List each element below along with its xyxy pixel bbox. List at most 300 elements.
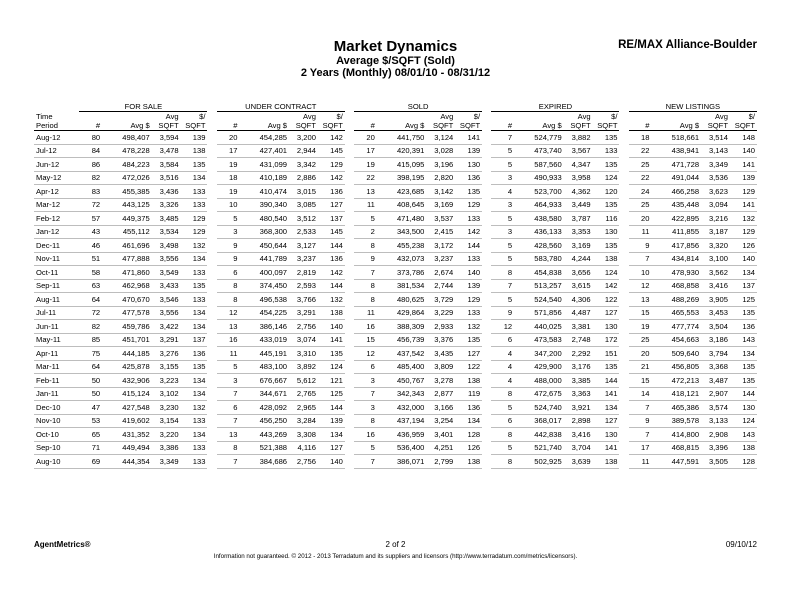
avg-price-cell: 676,667 xyxy=(239,374,289,388)
avg-price-cell: 490,933 xyxy=(514,171,564,185)
avg-sqft-cell: 3,594 xyxy=(152,131,181,145)
price-per-sqft-cell: 125 xyxy=(318,387,345,401)
avg-sqft-cell: 3,368 xyxy=(701,360,730,374)
price-per-sqft-cell: 140 xyxy=(730,144,757,158)
count-cell: 2 xyxy=(354,225,377,239)
price-per-sqft-cell: 130 xyxy=(593,320,620,334)
price-per-sqft-cell: 132 xyxy=(318,293,345,307)
count-cell: 7 xyxy=(354,266,377,280)
avg-sqft-cell: 2,933 xyxy=(426,320,455,334)
column-header-avg-sqft: SQFT xyxy=(701,121,730,131)
avg-price-cell: 488,000 xyxy=(514,374,564,388)
price-per-sqft-cell: 148 xyxy=(730,131,757,145)
avg-price-cell: 571,856 xyxy=(514,306,564,320)
count-cell: 8 xyxy=(491,387,514,401)
price-per-sqft-cell: 138 xyxy=(455,455,482,469)
group-expired: EXPIRED xyxy=(491,101,619,112)
avg-sqft-cell: 3,385 xyxy=(564,374,593,388)
price-per-sqft-cell: 126 xyxy=(730,239,757,253)
price-per-sqft-cell: 128 xyxy=(455,428,482,442)
price-per-sqft-cell: 134 xyxy=(181,374,208,388)
price-per-sqft-cell: 135 xyxy=(318,347,345,361)
price-per-sqft-cell: 136 xyxy=(181,347,208,361)
avg-sqft-cell: 3,882 xyxy=(564,131,593,145)
avg-sqft-cell: 3,623 xyxy=(701,185,730,199)
price-per-sqft-cell: 141 xyxy=(593,387,620,401)
column-header-price-per-sqft: SQFT xyxy=(318,121,345,131)
count-cell: 22 xyxy=(629,144,652,158)
price-per-sqft-cell: 130 xyxy=(730,401,757,415)
avg-sqft-cell: 3,574 xyxy=(701,401,730,415)
avg-sqft-cell: 3,766 xyxy=(289,293,318,307)
price-per-sqft-cell: 135 xyxy=(730,306,757,320)
count-cell: 24 xyxy=(629,185,652,199)
group-new-listings: NEW LISTINGS xyxy=(629,101,757,112)
avg-sqft-cell: 2,908 xyxy=(701,428,730,442)
price-per-sqft-cell: 141 xyxy=(593,441,620,455)
avg-sqft-cell: 3,416 xyxy=(701,279,730,293)
avg-sqft-cell: 4,487 xyxy=(564,306,593,320)
price-per-sqft-cell: 135 xyxy=(593,360,620,374)
count-cell: 5 xyxy=(491,212,514,226)
avg-sqft-cell: 5,612 xyxy=(289,374,318,388)
count-cell: 57 xyxy=(79,212,102,226)
price-per-sqft-cell: 143 xyxy=(730,333,757,347)
avg-price-cell: 456,250 xyxy=(239,414,289,428)
avg-price-cell: 471,860 xyxy=(102,266,152,280)
avg-sqft-cell: 3,363 xyxy=(564,387,593,401)
price-per-sqft-cell: 142 xyxy=(318,171,345,185)
price-per-sqft-cell: 138 xyxy=(318,306,345,320)
avg-sqft-cell: 2,765 xyxy=(289,387,318,401)
price-per-sqft-cell: 139 xyxy=(318,414,345,428)
avg-price-cell: 449,375 xyxy=(102,212,152,226)
avg-sqft-cell: 3,349 xyxy=(152,455,181,469)
avg-sqft-cell: 3,310 xyxy=(289,347,318,361)
column-header-blank xyxy=(629,112,652,122)
price-per-sqft-cell: 140 xyxy=(318,320,345,334)
column-header-avg-price: Avg $ xyxy=(102,121,152,131)
avg-price-cell: 485,400 xyxy=(377,360,427,374)
avg-price-cell: 524,740 xyxy=(514,401,564,415)
count-cell: 58 xyxy=(79,266,102,280)
avg-price-cell: 480,540 xyxy=(239,212,289,226)
period-cell: May-12 xyxy=(34,171,79,185)
disclaimer: Information not guaranteed. © 2012 - 2013 Terradatum and its suppliers and licensors (http://www.terradatum.com/metrics/licensors). xyxy=(213,553,578,560)
table-row xyxy=(34,212,757,226)
avg-price-cell: 386,071 xyxy=(377,455,427,469)
avg-price-cell: 477,578 xyxy=(102,306,152,320)
avg-sqft-cell: 2,744 xyxy=(426,279,455,293)
avg-sqft-cell: 3,187 xyxy=(701,225,730,239)
avg-price-cell: 449,494 xyxy=(102,441,152,455)
price-per-sqft-cell: 151 xyxy=(593,347,620,361)
price-per-sqft-cell: 137 xyxy=(318,212,345,226)
avg-sqft-cell: 3,498 xyxy=(152,239,181,253)
avg-sqft-cell: 3,176 xyxy=(564,360,593,374)
period-cell: Sep-10 xyxy=(34,441,79,455)
avg-price-cell: 436,959 xyxy=(377,428,427,442)
table-row xyxy=(34,455,757,469)
count-cell: 7 xyxy=(354,387,377,401)
market-dynamics-table xyxy=(34,101,757,469)
price-per-sqft-cell: 139 xyxy=(455,279,482,293)
avg-sqft-cell: 2,944 xyxy=(289,144,318,158)
group-for-sale: FOR SALE xyxy=(79,101,207,112)
price-per-sqft-cell: 139 xyxy=(455,144,482,158)
count-cell: 18 xyxy=(217,171,240,185)
count-cell: 22 xyxy=(354,171,377,185)
avg-price-cell: 432,000 xyxy=(377,401,427,415)
price-per-sqft-cell: 142 xyxy=(318,131,345,145)
avg-sqft-cell: 3,216 xyxy=(701,212,730,226)
period-cell: May-11 xyxy=(34,333,79,347)
avg-price-cell: 461,696 xyxy=(102,239,152,253)
avg-price-cell: 451,701 xyxy=(102,333,152,347)
price-per-sqft-cell: 135 xyxy=(593,198,620,212)
price-per-sqft-cell: 136 xyxy=(318,185,345,199)
count-cell: 5 xyxy=(217,212,240,226)
avg-sqft-cell: 3,229 xyxy=(426,306,455,320)
count-cell: 12 xyxy=(629,279,652,293)
avg-price-cell: 434,814 xyxy=(651,252,701,266)
avg-price-cell: 419,602 xyxy=(102,414,152,428)
price-per-sqft-cell: 133 xyxy=(455,252,482,266)
avg-sqft-cell: 3,237 xyxy=(426,252,455,266)
period-cell: Dec-10 xyxy=(34,401,79,415)
price-per-sqft-cell: 133 xyxy=(181,455,208,469)
count-cell: 13 xyxy=(354,185,377,199)
count-cell: 84 xyxy=(79,144,102,158)
count-cell: 51 xyxy=(79,252,102,266)
avg-price-cell: 456,805 xyxy=(651,360,701,374)
count-cell: 8 xyxy=(217,441,240,455)
avg-sqft-cell: 3,291 xyxy=(152,333,181,347)
period-cell: Feb-12 xyxy=(34,212,79,226)
avg-sqft-cell: 2,533 xyxy=(289,225,318,239)
table-row xyxy=(34,347,757,361)
avg-sqft-cell: 4,306 xyxy=(564,293,593,307)
table-row xyxy=(34,387,757,401)
avg-price-cell: 491,044 xyxy=(651,171,701,185)
avg-sqft-cell: 2,756 xyxy=(289,455,318,469)
avg-price-cell: 536,400 xyxy=(377,441,427,455)
avg-price-cell: 374,450 xyxy=(239,279,289,293)
column-header-count: # xyxy=(491,121,514,131)
avg-price-cell: 587,560 xyxy=(514,158,564,172)
table-row xyxy=(34,401,757,415)
avg-sqft-cell: 3,556 xyxy=(152,252,181,266)
avg-price-cell: 384,686 xyxy=(239,455,289,469)
avg-price-cell: 423,685 xyxy=(377,185,427,199)
column-header-count: # xyxy=(217,121,240,131)
count-cell: 7 xyxy=(491,279,514,293)
avg-sqft-cell: 3,794 xyxy=(701,347,730,361)
avg-price-cell: 415,124 xyxy=(102,387,152,401)
avg-price-cell: 455,238 xyxy=(377,239,427,253)
count-cell: 11 xyxy=(629,225,652,239)
avg-price-cell: 459,786 xyxy=(102,320,152,334)
price-per-sqft-cell: 133 xyxy=(181,198,208,212)
price-per-sqft-cell: 134 xyxy=(730,347,757,361)
count-cell: 19 xyxy=(217,158,240,172)
price-per-sqft-cell: 145 xyxy=(318,144,345,158)
price-per-sqft-cell: 144 xyxy=(318,279,345,293)
avg-price-cell: 524,779 xyxy=(514,131,564,145)
column-header-avg-price: Avg $ xyxy=(651,121,701,131)
avg-price-cell: 472,675 xyxy=(514,387,564,401)
count-cell: 46 xyxy=(79,239,102,253)
avg-sqft-cell: 3,124 xyxy=(426,131,455,145)
avg-price-cell: 472,213 xyxy=(651,374,701,388)
avg-sqft-cell: 3,485 xyxy=(152,212,181,226)
count-cell: 3 xyxy=(491,198,514,212)
count-cell: 5 xyxy=(491,252,514,266)
avg-sqft-cell: 3,278 xyxy=(426,374,455,388)
avg-sqft-cell: 4,362 xyxy=(564,185,593,199)
column-header-price-per-sqft: SQFT xyxy=(593,121,620,131)
price-per-sqft-cell: 133 xyxy=(593,144,620,158)
count-cell: 5 xyxy=(354,441,377,455)
avg-sqft-cell: 2,898 xyxy=(564,414,593,428)
avg-sqft-cell: 3,584 xyxy=(152,158,181,172)
column-header-row-1 xyxy=(34,112,757,122)
column-header-count: # xyxy=(629,121,652,131)
count-cell: 19 xyxy=(217,185,240,199)
price-per-sqft-cell: 127 xyxy=(455,347,482,361)
count-cell: 25 xyxy=(629,198,652,212)
column-header-avg-sqft: SQFT xyxy=(426,121,455,131)
avg-sqft-cell: 3,254 xyxy=(426,414,455,428)
avg-sqft-cell: 3,142 xyxy=(426,185,455,199)
time-header: Time xyxy=(36,111,53,121)
count-cell: 5 xyxy=(491,293,514,307)
count-cell: 5 xyxy=(491,239,514,253)
avg-sqft-cell: 3,401 xyxy=(426,428,455,442)
count-cell: 13 xyxy=(217,428,240,442)
avg-sqft-cell: 4,244 xyxy=(564,252,593,266)
avg-sqft-cell: 3,291 xyxy=(289,306,318,320)
avg-price-cell: 418,121 xyxy=(651,387,701,401)
avg-sqft-cell: 3,276 xyxy=(152,347,181,361)
count-cell: 6 xyxy=(217,401,240,415)
avg-price-cell: 509,640 xyxy=(651,347,701,361)
price-per-sqft-cell: 134 xyxy=(593,401,620,415)
count-cell: 9 xyxy=(354,252,377,266)
count-cell: 64 xyxy=(79,293,102,307)
period-cell: Sep-11 xyxy=(34,279,79,293)
avg-price-cell: 431,099 xyxy=(239,158,289,172)
count-cell: 16 xyxy=(354,428,377,442)
avg-price-cell: 502,925 xyxy=(514,455,564,469)
count-cell: 4 xyxy=(491,360,514,374)
count-cell: 75 xyxy=(79,347,102,361)
table-row xyxy=(34,374,757,388)
column-header-blank xyxy=(377,112,427,122)
price-per-sqft-cell: 132 xyxy=(455,320,482,334)
avg-price-cell: 518,661 xyxy=(651,131,701,145)
table-row xyxy=(34,279,757,293)
count-cell: 9 xyxy=(491,306,514,320)
avg-sqft-cell: 3,567 xyxy=(564,144,593,158)
count-cell: 11 xyxy=(354,198,377,212)
avg-price-cell: 425,878 xyxy=(102,360,152,374)
count-cell: 7 xyxy=(629,428,652,442)
avg-price-cell: 389,578 xyxy=(651,414,701,428)
avg-sqft-cell: 3,320 xyxy=(701,239,730,253)
count-cell: 13 xyxy=(629,293,652,307)
price-per-sqft-cell: 134 xyxy=(181,306,208,320)
price-per-sqft-cell: 139 xyxy=(730,171,757,185)
count-cell: 4 xyxy=(491,185,514,199)
count-cell: 80 xyxy=(79,131,102,145)
price-per-sqft-cell: 135 xyxy=(730,374,757,388)
column-header-per: $/ xyxy=(473,112,481,121)
price-per-sqft-cell: 122 xyxy=(455,360,482,374)
avg-sqft-cell: 3,505 xyxy=(701,455,730,469)
period-cell: Apr-12 xyxy=(34,185,79,199)
avg-price-cell: 427,548 xyxy=(102,401,152,415)
avg-sqft-cell: 3,085 xyxy=(289,198,318,212)
period-cell: Jun-11 xyxy=(34,320,79,334)
avg-sqft-cell: 3,436 xyxy=(152,185,181,199)
period-cell: Aug-11 xyxy=(34,293,79,307)
avg-price-cell: 432,073 xyxy=(377,252,427,266)
price-per-sqft-cell: 138 xyxy=(455,374,482,388)
avg-sqft-cell: 2,877 xyxy=(426,387,455,401)
avg-price-cell: 470,670 xyxy=(102,293,152,307)
price-per-sqft-cell: 137 xyxy=(730,279,757,293)
column-header-count: # xyxy=(79,121,102,131)
count-cell: 43 xyxy=(79,225,102,239)
avg-price-cell: 521,740 xyxy=(514,441,564,455)
price-per-sqft-cell: 135 xyxy=(181,360,208,374)
column-header-per: $/ xyxy=(611,112,618,121)
page-number: 2 of 2 xyxy=(385,540,406,549)
price-per-sqft-cell: 135 xyxy=(593,239,620,253)
avg-price-cell: 498,407 xyxy=(102,131,152,145)
avg-sqft-cell: 2,292 xyxy=(564,347,593,361)
count-cell: 19 xyxy=(629,320,652,334)
period-cell: Jul-12 xyxy=(34,144,79,158)
avg-sqft-cell: 3,342 xyxy=(289,158,318,172)
price-per-sqft-cell: 133 xyxy=(181,414,208,428)
count-cell: 12 xyxy=(217,306,240,320)
table-row xyxy=(34,225,757,239)
table-row xyxy=(34,320,757,334)
price-per-sqft-cell: 141 xyxy=(318,333,345,347)
count-cell: 17 xyxy=(354,144,377,158)
avg-sqft-cell: 3,453 xyxy=(701,306,730,320)
count-cell: 8 xyxy=(491,266,514,280)
count-cell: 8 xyxy=(354,279,377,293)
count-cell: 63 xyxy=(79,279,102,293)
avg-price-cell: 368,300 xyxy=(239,225,289,239)
count-cell: 7 xyxy=(217,455,240,469)
count-cell: 9 xyxy=(217,239,240,253)
price-per-sqft-cell: 134 xyxy=(181,252,208,266)
table-body xyxy=(34,131,757,469)
avg-price-cell: 433,019 xyxy=(239,333,289,347)
avg-sqft-cell: 3,534 xyxy=(152,225,181,239)
avg-price-cell: 478,930 xyxy=(651,266,701,280)
avg-sqft-cell: 3,223 xyxy=(152,374,181,388)
page-subtitle: Average $/SQFT (Sold) xyxy=(336,55,455,67)
price-per-sqft-cell: 130 xyxy=(593,225,620,239)
avg-price-cell: 473,583 xyxy=(514,333,564,347)
count-cell: 4 xyxy=(491,347,514,361)
column-header-price-per-sqft: SQFT xyxy=(730,121,757,131)
period-cell: Jan-12 xyxy=(34,225,79,239)
avg-price-cell: 450,644 xyxy=(239,239,289,253)
price-per-sqft-cell: 133 xyxy=(181,293,208,307)
avg-price-cell: 390,340 xyxy=(239,198,289,212)
price-per-sqft-cell: 130 xyxy=(593,428,620,442)
avg-price-cell: 427,401 xyxy=(239,144,289,158)
avg-sqft-cell: 3,704 xyxy=(564,441,593,455)
avg-sqft-cell: 3,353 xyxy=(564,225,593,239)
avg-sqft-cell: 3,422 xyxy=(152,320,181,334)
avg-sqft-cell: 2,820 xyxy=(426,171,455,185)
avg-price-cell: 386,146 xyxy=(239,320,289,334)
avg-price-cell: 443,125 xyxy=(102,198,152,212)
avg-price-cell: 477,888 xyxy=(102,252,152,266)
avg-price-cell: 431,352 xyxy=(102,428,152,442)
count-cell: 82 xyxy=(79,320,102,334)
avg-price-cell: 441,789 xyxy=(239,252,289,266)
column-header-blank xyxy=(651,112,701,122)
column-header-blank xyxy=(239,112,289,122)
avg-price-cell: 454,838 xyxy=(514,266,564,280)
price-per-sqft-cell: 127 xyxy=(318,441,345,455)
avg-price-cell: 388,309 xyxy=(377,320,427,334)
avg-sqft-cell: 3,127 xyxy=(289,239,318,253)
count-cell: 8 xyxy=(491,428,514,442)
avg-price-cell: 428,092 xyxy=(239,401,289,415)
avg-sqft-cell: 4,347 xyxy=(564,158,593,172)
count-cell: 6 xyxy=(491,333,514,347)
count-cell: 71 xyxy=(79,441,102,455)
period-cell: Feb-11 xyxy=(34,374,79,388)
avg-price-cell: 484,223 xyxy=(102,158,152,172)
price-per-sqft-cell: 132 xyxy=(181,401,208,415)
count-cell: 5 xyxy=(491,144,514,158)
avg-sqft-cell: 3,102 xyxy=(152,387,181,401)
price-per-sqft-cell: 140 xyxy=(730,252,757,266)
avg-price-cell: 444,185 xyxy=(102,347,152,361)
count-cell: 7 xyxy=(354,455,377,469)
count-cell: 20 xyxy=(354,131,377,145)
count-cell: 7 xyxy=(629,401,652,415)
avg-sqft-cell: 2,886 xyxy=(289,171,318,185)
price-per-sqft-cell: 135 xyxy=(593,158,620,172)
avg-price-cell: 468,858 xyxy=(651,279,701,293)
avg-price-cell: 368,017 xyxy=(514,414,564,428)
avg-price-cell: 342,343 xyxy=(377,387,427,401)
period-cell: Nov-11 xyxy=(34,252,79,266)
column-header-avg: Avg xyxy=(165,112,179,121)
table-row xyxy=(34,441,757,455)
price-per-sqft-cell: 137 xyxy=(181,333,208,347)
avg-price-cell: 472,026 xyxy=(102,171,152,185)
avg-price-cell: 343,500 xyxy=(377,225,427,239)
avg-sqft-cell: 3,729 xyxy=(426,293,455,307)
avg-sqft-cell: 3,028 xyxy=(426,144,455,158)
count-cell: 9 xyxy=(629,239,652,253)
price-per-sqft-cell: 134 xyxy=(181,428,208,442)
count-cell: 50 xyxy=(79,387,102,401)
price-per-sqft-cell: 144 xyxy=(593,374,620,388)
